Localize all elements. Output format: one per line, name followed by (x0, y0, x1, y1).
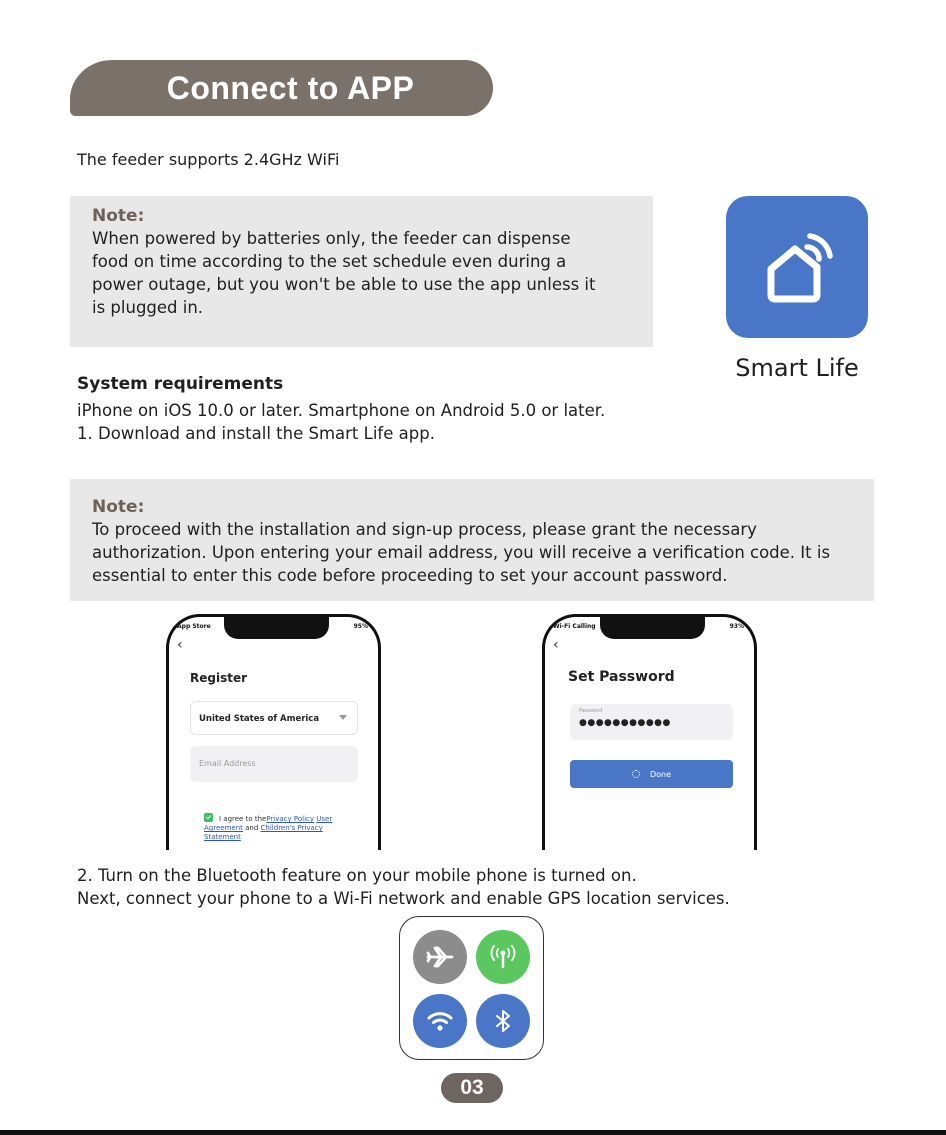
password-label: Password (579, 708, 603, 714)
phone-notch (600, 615, 705, 639)
agreement-text (204, 813, 354, 842)
status-battery: 93% (729, 623, 744, 630)
footer-divider (0, 1130, 946, 1135)
note-body (92, 518, 852, 587)
system-requirements-os: iPhone on iOS 10.0 or later. Smartphone on Android 5.0 or later. (77, 401, 606, 420)
authorization-note (70, 479, 874, 601)
app-name: Smart Life (735, 354, 859, 382)
country-select[interactable] (190, 701, 358, 735)
page-number: 03 (441, 1073, 503, 1103)
country-value: United States of America (199, 714, 320, 724)
note-line: power outage, but you won't be able to use the app unless it (92, 275, 596, 294)
note-line: food on time according to the set schedule even during a (92, 252, 567, 271)
password-value: ●●●●●●●●●●● (579, 718, 671, 728)
phone-notch (224, 615, 329, 639)
note-line: authorization. Upon entering your email address, you will receive a verification code. It is (92, 543, 831, 562)
status-battery: 95% (353, 623, 368, 630)
back-chevron-icon[interactable]: ‹ (177, 637, 183, 653)
status-carrier: App Store (177, 623, 211, 630)
agree-and: and (245, 824, 259, 832)
done-label: Done (649, 769, 672, 779)
agree-checkbox[interactable] (204, 813, 213, 822)
note-title: Note: (92, 206, 145, 226)
email-input[interactable]: Email Address (190, 746, 358, 782)
system-requirements-title: System requirements (77, 374, 284, 394)
note-line: When powered by batteries only, the feeder can dispense (92, 229, 571, 248)
note-body (92, 227, 631, 319)
section-title: Connect to APP (166, 69, 415, 106)
smart-home-icon (726, 196, 868, 338)
airplane-icon[interactable] (413, 930, 467, 984)
set-password-title: Set Password (568, 669, 675, 685)
note-line: essential to enter this code before proceeding to set your account password. (92, 566, 728, 585)
note-title: Note: (92, 497, 145, 517)
register-title: Register (190, 671, 248, 685)
step-1-download: 1. Download and install the Smart Life app. (77, 424, 435, 443)
phone-password-screen (542, 614, 757, 850)
childrens-privacy-link[interactable]: Children's Privacy Statement (204, 824, 323, 841)
section-header (70, 60, 493, 116)
agree-prefix: I agree to the (219, 815, 267, 823)
step-2-wifi-gps: Next, connect your phone to a Wi-Fi network and enable GPS location services. (77, 889, 730, 908)
chevron-down-icon (339, 715, 347, 720)
wifi-support-text: The feeder supports 2.4GHz WiFi (77, 150, 340, 169)
note-line: To proceed with the installation and sign-up process, please grant the necessary (92, 520, 757, 539)
cellular-icon[interactable] (476, 930, 530, 984)
bluetooth-icon[interactable] (476, 994, 530, 1048)
wifi-icon[interactable] (413, 994, 467, 1048)
step-2-bluetooth: 2. Turn on the Bluetooth feature on your mobile phone is turned on. (77, 866, 637, 885)
phone-register-screen (166, 614, 381, 850)
battery-note (70, 196, 653, 347)
user-agreement-link[interactable]: User Agreement (204, 815, 333, 832)
control-center (399, 916, 544, 1060)
status-carrier: Wi-Fi Calling (553, 623, 596, 630)
done-button[interactable] (570, 760, 733, 788)
note-line: is plugged in. (92, 298, 204, 317)
privacy-policy-link[interactable]: Privacy Policy (266, 815, 315, 823)
password-input[interactable] (570, 704, 733, 740)
loading-spinner-icon (632, 770, 640, 778)
back-chevron-icon[interactable]: ‹ (553, 637, 559, 653)
